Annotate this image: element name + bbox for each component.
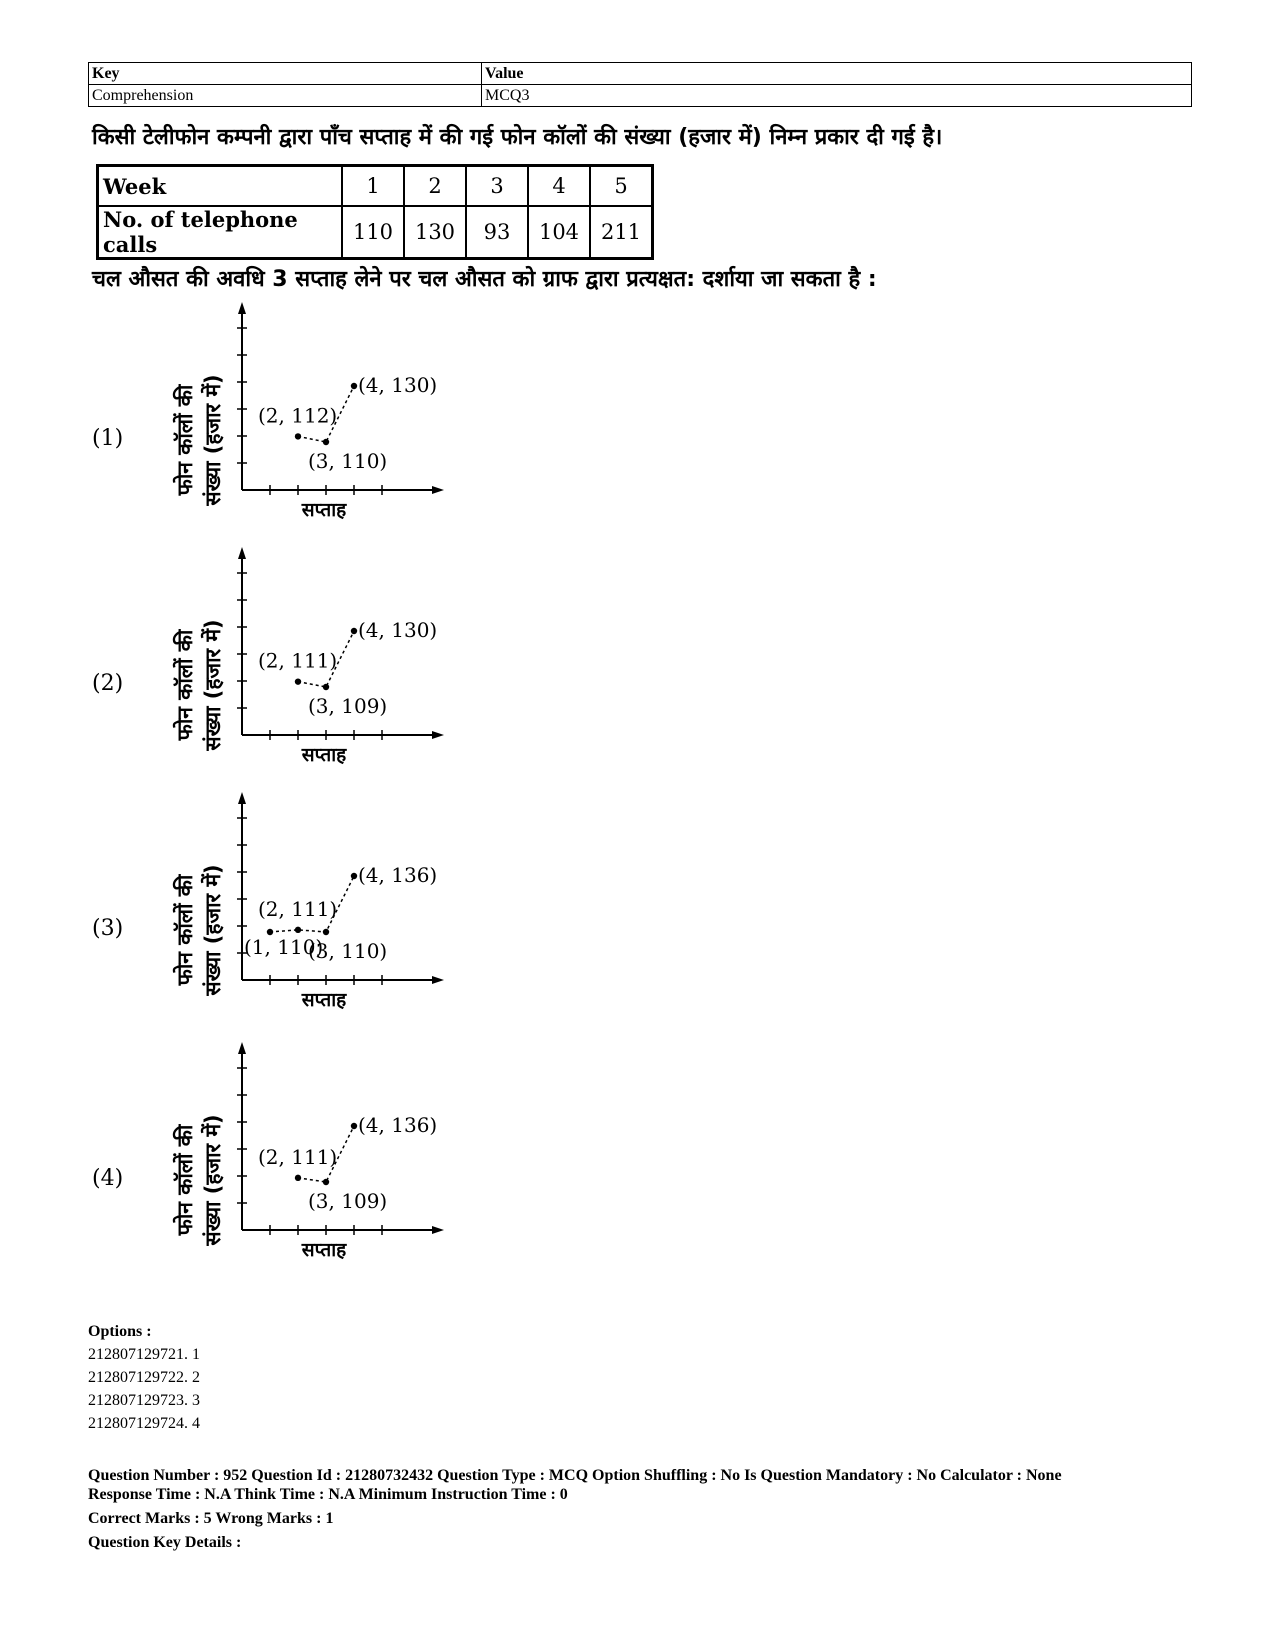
option-label: (4) <box>92 1166 124 1191</box>
week-calls-table <box>96 164 654 260</box>
option-4-graph <box>92 1040 452 1280</box>
data-point <box>351 383 357 389</box>
data-label: (4, 130) <box>358 373 438 397</box>
y-axis-arrow <box>238 302 246 314</box>
x-axis-arrow <box>432 731 444 739</box>
y-axis-label: संख्या (हजार में) <box>201 864 225 996</box>
data-point <box>295 927 301 933</box>
x-axis-label: सप्ताह <box>301 744 347 766</box>
y-axis-label: फोन कॉलों की <box>173 874 197 986</box>
x-axis-label: सप्ताह <box>301 499 347 521</box>
calls-cell: 211 <box>590 206 653 259</box>
option-label: (3) <box>92 916 124 941</box>
question-prompt: चल औसत की अवधि 3 सप्ताह लेने पर चल औसत को ग्राफ द्वारा प्रत्यक्षत: दर्शाया जा सकता है : <box>92 267 877 292</box>
moving-average-chart <box>152 300 452 530</box>
option-item[interactable]: 212807129721. 1 <box>88 1346 200 1363</box>
option-label: (1) <box>92 426 124 451</box>
week-cell: 4 <box>528 166 590 207</box>
question-meta <box>88 1466 1238 1557</box>
y-axis-label: संख्या (हजार में) <box>201 619 225 751</box>
x-axis-label: सप्ताह <box>301 1239 347 1261</box>
data-label: (2, 112) <box>258 403 338 428</box>
option-item[interactable]: 212807129723. 3 <box>88 1392 200 1409</box>
moving-average-chart <box>152 790 452 1020</box>
calls-label: No. of telephone calls <box>98 206 343 259</box>
options-title: Options : <box>88 1323 152 1340</box>
week-cell: 2 <box>404 166 466 207</box>
data-label: (3, 110) <box>308 939 388 963</box>
data-point <box>295 433 301 439</box>
data-label: (4, 136) <box>358 863 438 887</box>
marks-line: Correct Marks : 5 Wrong Marks : 1 <box>88 1510 334 1527</box>
y-axis-arrow <box>238 1042 246 1054</box>
data-point <box>323 439 329 445</box>
option-item[interactable]: 212807129722. 2 <box>88 1369 200 1386</box>
option-2-graph <box>92 545 452 785</box>
data-label: (4, 130) <box>358 618 438 642</box>
data-point <box>351 628 357 634</box>
x-axis-arrow <box>432 1226 444 1234</box>
data-point <box>323 929 329 935</box>
week-cell: 1 <box>342 166 404 207</box>
option-3-graph <box>92 790 452 1030</box>
data-label: (2, 111) <box>258 1144 338 1169</box>
y-axis-label: फोन कॉलों की <box>173 384 197 496</box>
value-cell: MCQ3 <box>482 85 1192 107</box>
value-header: Value <box>482 63 1192 85</box>
data-point <box>351 873 357 879</box>
data-label: (2, 111) <box>258 648 338 673</box>
data-label: (1, 110) <box>244 935 324 959</box>
y-axis-label: संख्या (हजार में) <box>201 374 225 506</box>
week-cell: 5 <box>590 166 653 207</box>
calls-cell: 130 <box>404 206 466 259</box>
meta-line-1: Question Number : 952 Question Id : 21280732432 Question Type : MCQ Option Shuffling : No Is Question Mandatory : No Calculator : None <box>88 1467 1062 1484</box>
data-point <box>323 1179 329 1185</box>
data-label: (3, 109) <box>308 694 388 718</box>
option-item[interactable]: 212807129724. 4 <box>88 1415 200 1432</box>
data-label: (2, 111) <box>258 896 338 921</box>
moving-average-chart <box>152 1040 452 1270</box>
option-label: (2) <box>92 671 124 696</box>
options-list <box>88 1320 200 1435</box>
data-label: (3, 110) <box>308 449 388 473</box>
calls-cell: 104 <box>528 206 590 259</box>
data-label: (3, 109) <box>308 1189 388 1213</box>
calls-cell: 110 <box>342 206 404 259</box>
data-point <box>323 684 329 690</box>
key-details-line: Question Key Details : <box>88 1534 242 1551</box>
week-cell: 3 <box>466 166 528 207</box>
y-axis-label: फोन कॉलों की <box>173 629 197 741</box>
key-value-table <box>88 62 1192 107</box>
question-intro: किसी टेलीफोन कम्पनी द्वारा पाँच सप्ताह में की गई फोन कॉलों की संख्या (हजार में) निम्न प्रकार दी गई है। <box>92 125 943 150</box>
data-point <box>351 1123 357 1129</box>
key-header: Key <box>89 63 482 85</box>
data-label: (4, 136) <box>358 1113 438 1137</box>
y-axis-label: फोन कॉलों की <box>173 1124 197 1236</box>
meta-line-2: Response Time : N.A Think Time : N.A Minimum Instruction Time : 0 <box>88 1486 568 1503</box>
moving-average-chart <box>152 545 452 775</box>
data-point <box>295 678 301 684</box>
key-cell: Comprehension <box>89 85 482 107</box>
x-axis-arrow <box>432 976 444 984</box>
y-axis-label: संख्या (हजार में) <box>201 1114 225 1246</box>
y-axis-arrow <box>238 547 246 559</box>
option-1-graph <box>92 300 452 540</box>
calls-cell: 93 <box>466 206 528 259</box>
y-axis-arrow <box>238 792 246 804</box>
week-label: Week <box>98 166 343 207</box>
x-axis-label: सप्ताह <box>301 989 347 1011</box>
x-axis-arrow <box>432 486 444 494</box>
data-point <box>295 1175 301 1181</box>
